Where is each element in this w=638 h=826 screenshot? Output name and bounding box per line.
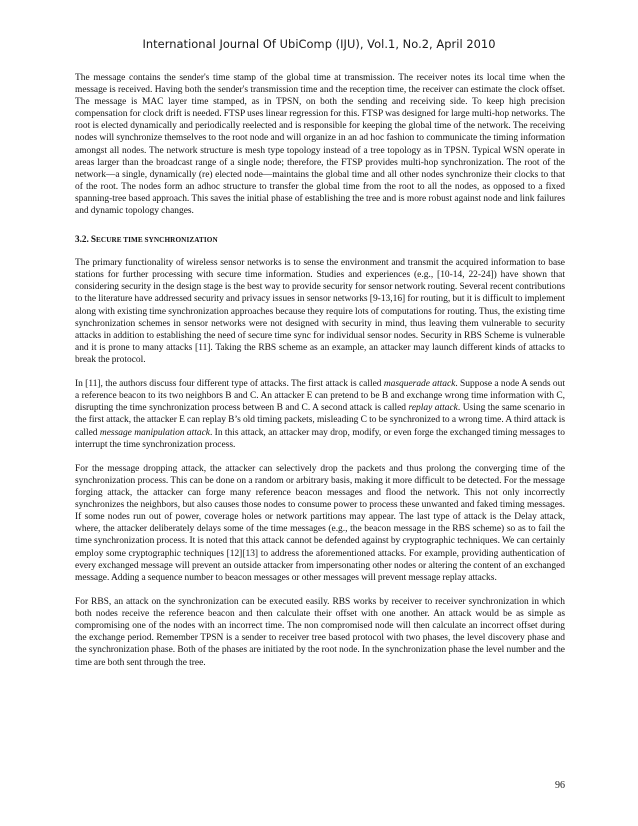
paragraph-message-dropping: For the message dropping attack, the attacker can selectively drop the packets and thus prolong the converging time of the synchronization process. This can be done on a random or arbitrary basis, making it more difficult to be detected. For the message forging attack, the attacker can forge many reference beacon messages and flood the network. This not only incorrectly synchronizes the neighbors, but also causes those nodes to consume power to process these unwanted and faked timing messages. If some nodes run out of power, coverage holes or network partitions may appear. The last type of attack is the Delay attack, where, the attacker deliberately delays some of the time messages (e.g., the beacon message in the RBS scheme) so as to fail the time synchronization process. It is noted that this attack cannot be defended against by cryptographic techniques. We can certainly employ some cryptographic techniques [12][13] to address the aforementioned attacks. For example, providing authentication of every exchanged message will prevent an outside attacker from impersonating other nodes or altering the content of an exchanged message. Adding a sequence number to beacon messages or other messages will prevent message replay attacks.	[75, 463, 565, 583]
paragraph-attack-types	[75, 378, 565, 451]
section-number: 3.2.	[75, 234, 89, 245]
paragraph-ftsp: The message contains the sender's time stamp of the global time at transmission. The receiver notes its local time when the message is received. Having both the sender's transmission time and the reception time, the receiver can estimate the clock offset. The message is MAC layer time stamped, as in TPSN, on both the sending and receiving side. To keep high precision compensation for clock drift is needed. FTSP uses linear regression for this. FTSP was designed for large multi-hop networks. The root is elected dynamically and periodically reelected and is responsible for keeping the global time of the network. The receiving nodes will synchronize themselves to the root node and will organize in an ad hoc fashion to communicate the timing information amongst all nodes. The network structure is mesh type topology instead of a tree topology as in TPSN. Typical WSN operate in areas larger than the broadcast range of a single node; therefore, the FTSP provides multi-hop synchronization. The root of the network—a single, dynamically (re) elected node—maintains the global time and all other nodes synchronize their clocks to that of the root. The nodes form an adhoc structure to transfer the global time from the root to all the nodes, as opposed to a fixed spanning-tree based approach. This saves the initial phase of establishing the tree and is more robust against node and link failures and dynamic topology changes.	[75, 73, 565, 217]
section-title-rest: ECURE TIME SYNCHRONIZATION	[96, 236, 218, 245]
running-header: International Journal Of UbiComp (IJU), Vol.1, No.2, April 2010	[142, 37, 496, 51]
section-title	[91, 234, 218, 244]
body-text	[75, 72, 565, 681]
paragraph-rbs-attack: For RBS, an attack on the synchronization can be executed easily. RBS works by receiver to receiver synchronization in which both nodes receive the reference beacon and then calculate their offset with one another. An attack would be as simple as compromising one of the nodes with an incorrect time. The non compromised node will then calculate an incorrect offset during the exchange period. Remember TPSN is a sender to receiver tree based protocol with two phases, the level discovery phase and the synchronization phase. Both of the phases are initiated by the root node. In the synchronization phase the level number and the time are both sent through the tree.	[75, 597, 565, 668]
section-title-initial: S	[90, 234, 97, 245]
attack-text-a: In [11], the authors discuss four different type of attacks. The first attack is called	[75, 379, 384, 390]
term-message-manipulation-attack: message manipulation attack	[99, 427, 210, 438]
term-replay-attack: replay attack	[408, 403, 458, 414]
attack-text-b: . Suppose a node A sends out a reference beacon to its two neighbors B and C. An attacker E can pretend to be B and exchange wrong time information with C, disrupting the time synchronization process between B and C. A second attack is called	[75, 379, 565, 414]
attack-text-c: . Using the same scenario in the first attack, the attacker E can replay B’s old timing packets, misleading C to be synchronized to a wrong time. A third attack is called	[75, 403, 565, 438]
term-masquerade-attack: masquerade attack	[383, 379, 456, 390]
attack-text-d: . In this attack, an attacker may drop, modify, or even forge the exchanged timing messages to interrupt the time synchronization process.	[75, 427, 565, 450]
page-number: 96	[555, 780, 565, 791]
section-heading	[75, 233, 565, 246]
paragraph-secure-sync: The primary functionality of wireless sensor networks is to sense the environment and transmit the acquired information to base stations for further processing with secure time information. Studies and experiences (e.g., [10-14, 22-24]) have shown that considering security in the design stage is the best way to provide security for sensor network routing. Several recent contributions to the literature have addressed security and privacy issues in sensor networks [9-13,16] for routing, but it is difficult to implement along with existing time synchronization approaches because they require lots of computations for routing. Thus, the existing time synchronization schemes in sensor networks were not designed with security in mind, thus leaving them vulnerable to security attacks in addition to establishing the need of secure time sync for individual sensor nodes. Security in RBS Scheme is vulnerable and it is prone to many attacks [11]. Taking the RBS scheme as an example, an attacker may launch different kinds of attacks to break the protocol.	[75, 258, 565, 365]
